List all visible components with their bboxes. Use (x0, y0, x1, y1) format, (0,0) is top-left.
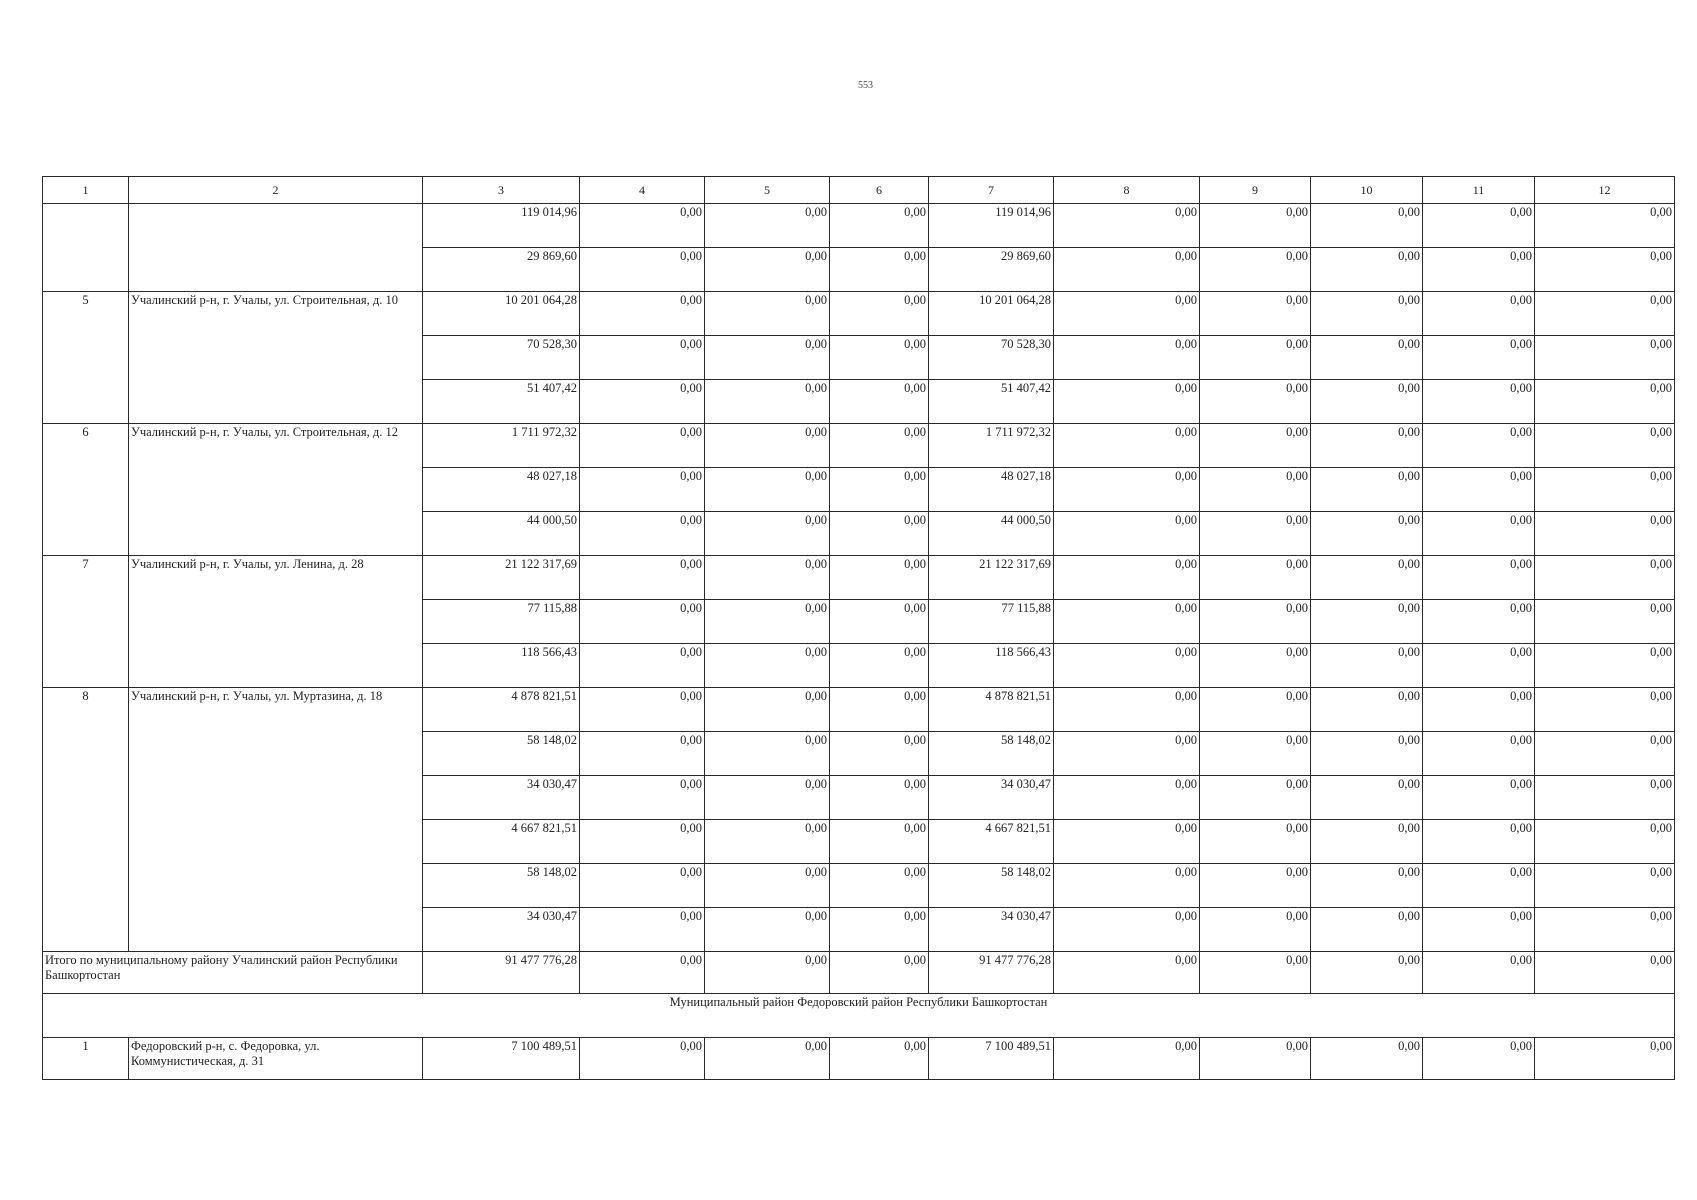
value-cell: 0,00 (580, 732, 705, 776)
row-address (129, 204, 423, 292)
value-cell: 0,00 (580, 468, 705, 512)
value-cell: 0,00 (1200, 732, 1311, 776)
total-row (43, 952, 1675, 994)
value-cell: 0,00 (1200, 336, 1311, 380)
value-cell: 0,00 (830, 732, 929, 776)
value-cell: 0,00 (705, 644, 830, 688)
value-cell: 0,00 (1423, 204, 1535, 248)
value-cell: 0,00 (1535, 380, 1675, 424)
value-cell: 0,00 (1054, 424, 1200, 468)
header-cell: 1 (43, 177, 129, 204)
data-table (42, 176, 1675, 1080)
total-value: 0,00 (580, 952, 705, 994)
value-cell: 0,00 (1535, 1038, 1675, 1080)
section-title: Муниципальный район Федоровский район Республики Башкортостан (43, 994, 1675, 1038)
value-cell: 119 014,96 (423, 204, 580, 248)
value-cell: 0,00 (1311, 776, 1423, 820)
value-cell: 0,00 (1311, 424, 1423, 468)
value-cell: 119 014,96 (929, 204, 1054, 248)
value-cell: 0,00 (1311, 292, 1423, 336)
value-cell: 0,00 (1054, 864, 1200, 908)
value-cell: 0,00 (1311, 732, 1423, 776)
value-cell: 44 000,50 (929, 512, 1054, 556)
value-cell: 51 407,42 (423, 380, 580, 424)
value-cell: 0,00 (1535, 468, 1675, 512)
value-cell: 77 115,88 (929, 600, 1054, 644)
table-row (43, 1038, 1675, 1080)
value-cell: 0,00 (1311, 820, 1423, 864)
value-cell: 0,00 (705, 380, 830, 424)
value-cell: 0,00 (705, 864, 830, 908)
value-cell: 44 000,50 (423, 512, 580, 556)
value-cell: 0,00 (580, 380, 705, 424)
value-cell: 0,00 (830, 600, 929, 644)
value-cell: 0,00 (705, 204, 830, 248)
value-cell: 0,00 (580, 424, 705, 468)
value-cell: 0,00 (1535, 688, 1675, 732)
value-cell: 0,00 (705, 512, 830, 556)
row-index: 7 (43, 556, 129, 688)
value-cell: 4 878 821,51 (929, 688, 1054, 732)
total-value: 0,00 (1311, 952, 1423, 994)
table-row (43, 556, 1675, 600)
value-cell: 0,00 (1311, 688, 1423, 732)
value-cell: 58 148,02 (423, 732, 580, 776)
value-cell: 0,00 (830, 556, 929, 600)
value-cell: 0,00 (705, 600, 830, 644)
value-cell: 0,00 (1423, 424, 1535, 468)
value-cell: 34 030,47 (423, 776, 580, 820)
value-cell: 0,00 (1535, 600, 1675, 644)
value-cell: 0,00 (830, 336, 929, 380)
value-cell: 0,00 (1200, 424, 1311, 468)
value-cell: 0,00 (705, 1038, 830, 1080)
row-index (43, 204, 129, 292)
total-value: 0,00 (705, 952, 830, 994)
value-cell: 10 201 064,28 (929, 292, 1054, 336)
value-cell: 0,00 (1311, 380, 1423, 424)
value-cell: 4 667 821,51 (929, 820, 1054, 864)
value-cell: 0,00 (1200, 1038, 1311, 1080)
value-cell: 0,00 (1535, 248, 1675, 292)
value-cell: 0,00 (1054, 336, 1200, 380)
value-cell: 34 030,47 (929, 776, 1054, 820)
value-cell: 0,00 (1423, 468, 1535, 512)
value-cell: 0,00 (1535, 732, 1675, 776)
value-cell: 0,00 (1200, 380, 1311, 424)
value-cell: 0,00 (830, 380, 929, 424)
value-cell: 0,00 (830, 1038, 929, 1080)
value-cell: 0,00 (1054, 468, 1200, 512)
row-index: 1 (43, 1038, 129, 1080)
value-cell: 0,00 (1200, 556, 1311, 600)
header-cell: 7 (929, 177, 1054, 204)
value-cell: 0,00 (1423, 1038, 1535, 1080)
value-cell: 0,00 (830, 644, 929, 688)
value-cell: 0,00 (1423, 732, 1535, 776)
value-cell: 7 100 489,51 (929, 1038, 1054, 1080)
value-cell: 0,00 (830, 776, 929, 820)
value-cell: 0,00 (1200, 688, 1311, 732)
table-row (43, 292, 1675, 336)
value-cell: 118 566,43 (423, 644, 580, 688)
value-cell: 0,00 (1423, 644, 1535, 688)
value-cell: 0,00 (580, 644, 705, 688)
value-cell: 0,00 (1535, 908, 1675, 952)
total-value: 0,00 (1423, 952, 1535, 994)
value-cell: 0,00 (580, 336, 705, 380)
value-cell: 0,00 (1200, 204, 1311, 248)
row-address: Учалинский р-н, г. Учалы, ул. Строительная, д. 12 (129, 424, 423, 556)
value-cell: 0,00 (830, 424, 929, 468)
value-cell: 0,00 (1311, 644, 1423, 688)
value-cell: 0,00 (580, 556, 705, 600)
value-cell: 0,00 (1423, 864, 1535, 908)
value-cell: 58 148,02 (929, 732, 1054, 776)
value-cell: 0,00 (580, 1038, 705, 1080)
value-cell: 0,00 (580, 248, 705, 292)
value-cell: 0,00 (705, 336, 830, 380)
value-cell: 0,00 (1423, 512, 1535, 556)
total-value: 0,00 (1054, 952, 1200, 994)
value-cell: 0,00 (580, 776, 705, 820)
value-cell: 0,00 (1535, 204, 1675, 248)
value-cell: 0,00 (580, 512, 705, 556)
value-cell: 0,00 (830, 820, 929, 864)
section-row (43, 994, 1675, 1038)
value-cell: 0,00 (830, 908, 929, 952)
value-cell: 0,00 (830, 204, 929, 248)
value-cell: 0,00 (1535, 864, 1675, 908)
header-cell: 9 (1200, 177, 1311, 204)
value-cell: 0,00 (1054, 776, 1200, 820)
value-cell: 0,00 (1535, 820, 1675, 864)
value-cell: 0,00 (580, 820, 705, 864)
value-cell: 0,00 (705, 556, 830, 600)
value-cell: 51 407,42 (929, 380, 1054, 424)
value-cell: 7 100 489,51 (423, 1038, 580, 1080)
value-cell: 0,00 (705, 688, 830, 732)
value-cell: 0,00 (1423, 336, 1535, 380)
value-cell: 0,00 (1535, 292, 1675, 336)
value-cell: 48 027,18 (929, 468, 1054, 512)
value-cell: 0,00 (1054, 292, 1200, 336)
total-label: Итого по муниципальному району Учалинский район Республики Башкортостан (43, 952, 423, 994)
header-cell: 5 (705, 177, 830, 204)
value-cell: 0,00 (830, 864, 929, 908)
value-cell: 0,00 (1200, 512, 1311, 556)
value-cell: 0,00 (830, 468, 929, 512)
table-row (43, 688, 1675, 732)
value-cell: 0,00 (1423, 556, 1535, 600)
value-cell: 0,00 (705, 908, 830, 952)
value-cell: 0,00 (1311, 248, 1423, 292)
value-cell: 0,00 (1054, 1038, 1200, 1080)
value-cell: 0,00 (1535, 644, 1675, 688)
table-row (43, 204, 1675, 248)
value-cell: 0,00 (1054, 820, 1200, 864)
value-cell: 0,00 (1423, 600, 1535, 644)
value-cell: 0,00 (1311, 600, 1423, 644)
total-value: 0,00 (1200, 952, 1311, 994)
value-cell: 0,00 (1311, 864, 1423, 908)
value-cell: 0,00 (1054, 556, 1200, 600)
total-value: 0,00 (830, 952, 929, 994)
header-cell: 8 (1054, 177, 1200, 204)
value-cell: 0,00 (705, 292, 830, 336)
value-cell: 0,00 (1311, 336, 1423, 380)
value-cell: 0,00 (1054, 644, 1200, 688)
value-cell: 0,00 (1423, 688, 1535, 732)
value-cell: 0,00 (1200, 908, 1311, 952)
value-cell: 0,00 (580, 600, 705, 644)
value-cell: 34 030,47 (423, 908, 580, 952)
value-cell: 0,00 (830, 512, 929, 556)
value-cell: 0,00 (830, 292, 929, 336)
value-cell: 0,00 (580, 864, 705, 908)
table-row (43, 424, 1675, 468)
value-cell: 0,00 (1311, 1038, 1423, 1080)
value-cell: 77 115,88 (423, 600, 580, 644)
value-cell: 0,00 (1200, 644, 1311, 688)
value-cell: 21 122 317,69 (929, 556, 1054, 600)
value-cell: 34 030,47 (929, 908, 1054, 952)
row-address: Учалинский р-н, г. Учалы, ул. Строительная, д. 10 (129, 292, 423, 424)
value-cell: 58 148,02 (423, 864, 580, 908)
value-cell: 0,00 (705, 732, 830, 776)
value-cell: 0,00 (1535, 556, 1675, 600)
total-value: 91 477 776,28 (423, 952, 580, 994)
header-cell: 12 (1535, 177, 1675, 204)
value-cell: 118 566,43 (929, 644, 1054, 688)
header-cell: 10 (1311, 177, 1423, 204)
value-cell: 10 201 064,28 (423, 292, 580, 336)
value-cell: 0,00 (1200, 864, 1311, 908)
value-cell: 0,00 (1054, 600, 1200, 644)
value-cell: 0,00 (1200, 248, 1311, 292)
value-cell: 0,00 (1200, 468, 1311, 512)
value-cell: 4 878 821,51 (423, 688, 580, 732)
value-cell: 0,00 (705, 820, 830, 864)
header-cell: 2 (129, 177, 423, 204)
value-cell: 0,00 (1311, 204, 1423, 248)
value-cell: 1 711 972,32 (423, 424, 580, 468)
value-cell: 0,00 (1200, 292, 1311, 336)
row-address: Учалинский р-н, г. Учалы, ул. Ленина, д. 28 (129, 556, 423, 688)
value-cell: 1 711 972,32 (929, 424, 1054, 468)
value-cell: 0,00 (1311, 468, 1423, 512)
value-cell: 0,00 (580, 204, 705, 248)
value-cell: 0,00 (1535, 512, 1675, 556)
value-cell: 0,00 (1311, 512, 1423, 556)
total-value: 91 477 776,28 (929, 952, 1054, 994)
value-cell: 0,00 (1200, 776, 1311, 820)
page-number: 553 (858, 80, 873, 91)
row-address: Федоровский р-н, с. Федоровка, ул. Коммунистическая, д. 31 (129, 1038, 423, 1080)
value-cell: 0,00 (1535, 424, 1675, 468)
value-cell: 0,00 (705, 424, 830, 468)
value-cell: 58 148,02 (929, 864, 1054, 908)
value-cell: 0,00 (1200, 820, 1311, 864)
value-cell: 0,00 (1054, 248, 1200, 292)
value-cell: 0,00 (580, 688, 705, 732)
value-cell: 0,00 (1535, 336, 1675, 380)
total-value: 0,00 (1535, 952, 1675, 994)
value-cell: 0,00 (1054, 204, 1200, 248)
value-cell: 0,00 (1423, 292, 1535, 336)
value-cell: 0,00 (1535, 776, 1675, 820)
value-cell: 0,00 (1311, 556, 1423, 600)
value-cell: 0,00 (1423, 820, 1535, 864)
header-cell: 4 (580, 177, 705, 204)
value-cell: 4 667 821,51 (423, 820, 580, 864)
value-cell: 0,00 (580, 908, 705, 952)
header-row (43, 177, 1675, 204)
header-cell: 11 (1423, 177, 1535, 204)
value-cell: 48 027,18 (423, 468, 580, 512)
row-address: Учалинский р-н, г. Учалы, ул. Муртазина, д. 18 (129, 688, 423, 952)
row-index: 8 (43, 688, 129, 952)
value-cell: 21 122 317,69 (423, 556, 580, 600)
value-cell: 0,00 (830, 688, 929, 732)
header-cell: 3 (423, 177, 580, 204)
row-index: 5 (43, 292, 129, 424)
value-cell: 70 528,30 (929, 336, 1054, 380)
value-cell: 0,00 (1423, 248, 1535, 292)
value-cell: 29 869,60 (423, 248, 580, 292)
value-cell: 0,00 (580, 292, 705, 336)
row-index: 6 (43, 424, 129, 556)
value-cell: 0,00 (1054, 512, 1200, 556)
value-cell: 0,00 (830, 248, 929, 292)
value-cell: 0,00 (1054, 908, 1200, 952)
value-cell: 0,00 (1054, 688, 1200, 732)
value-cell: 0,00 (1054, 732, 1200, 776)
value-cell: 0,00 (1423, 776, 1535, 820)
value-cell: 0,00 (705, 776, 830, 820)
value-cell: 70 528,30 (423, 336, 580, 380)
value-cell: 0,00 (705, 468, 830, 512)
value-cell: 0,00 (1423, 380, 1535, 424)
value-cell: 0,00 (1054, 380, 1200, 424)
value-cell: 29 869,60 (929, 248, 1054, 292)
value-cell: 0,00 (1423, 908, 1535, 952)
value-cell: 0,00 (1311, 908, 1423, 952)
value-cell: 0,00 (705, 248, 830, 292)
value-cell: 0,00 (1200, 600, 1311, 644)
header-cell: 6 (830, 177, 929, 204)
